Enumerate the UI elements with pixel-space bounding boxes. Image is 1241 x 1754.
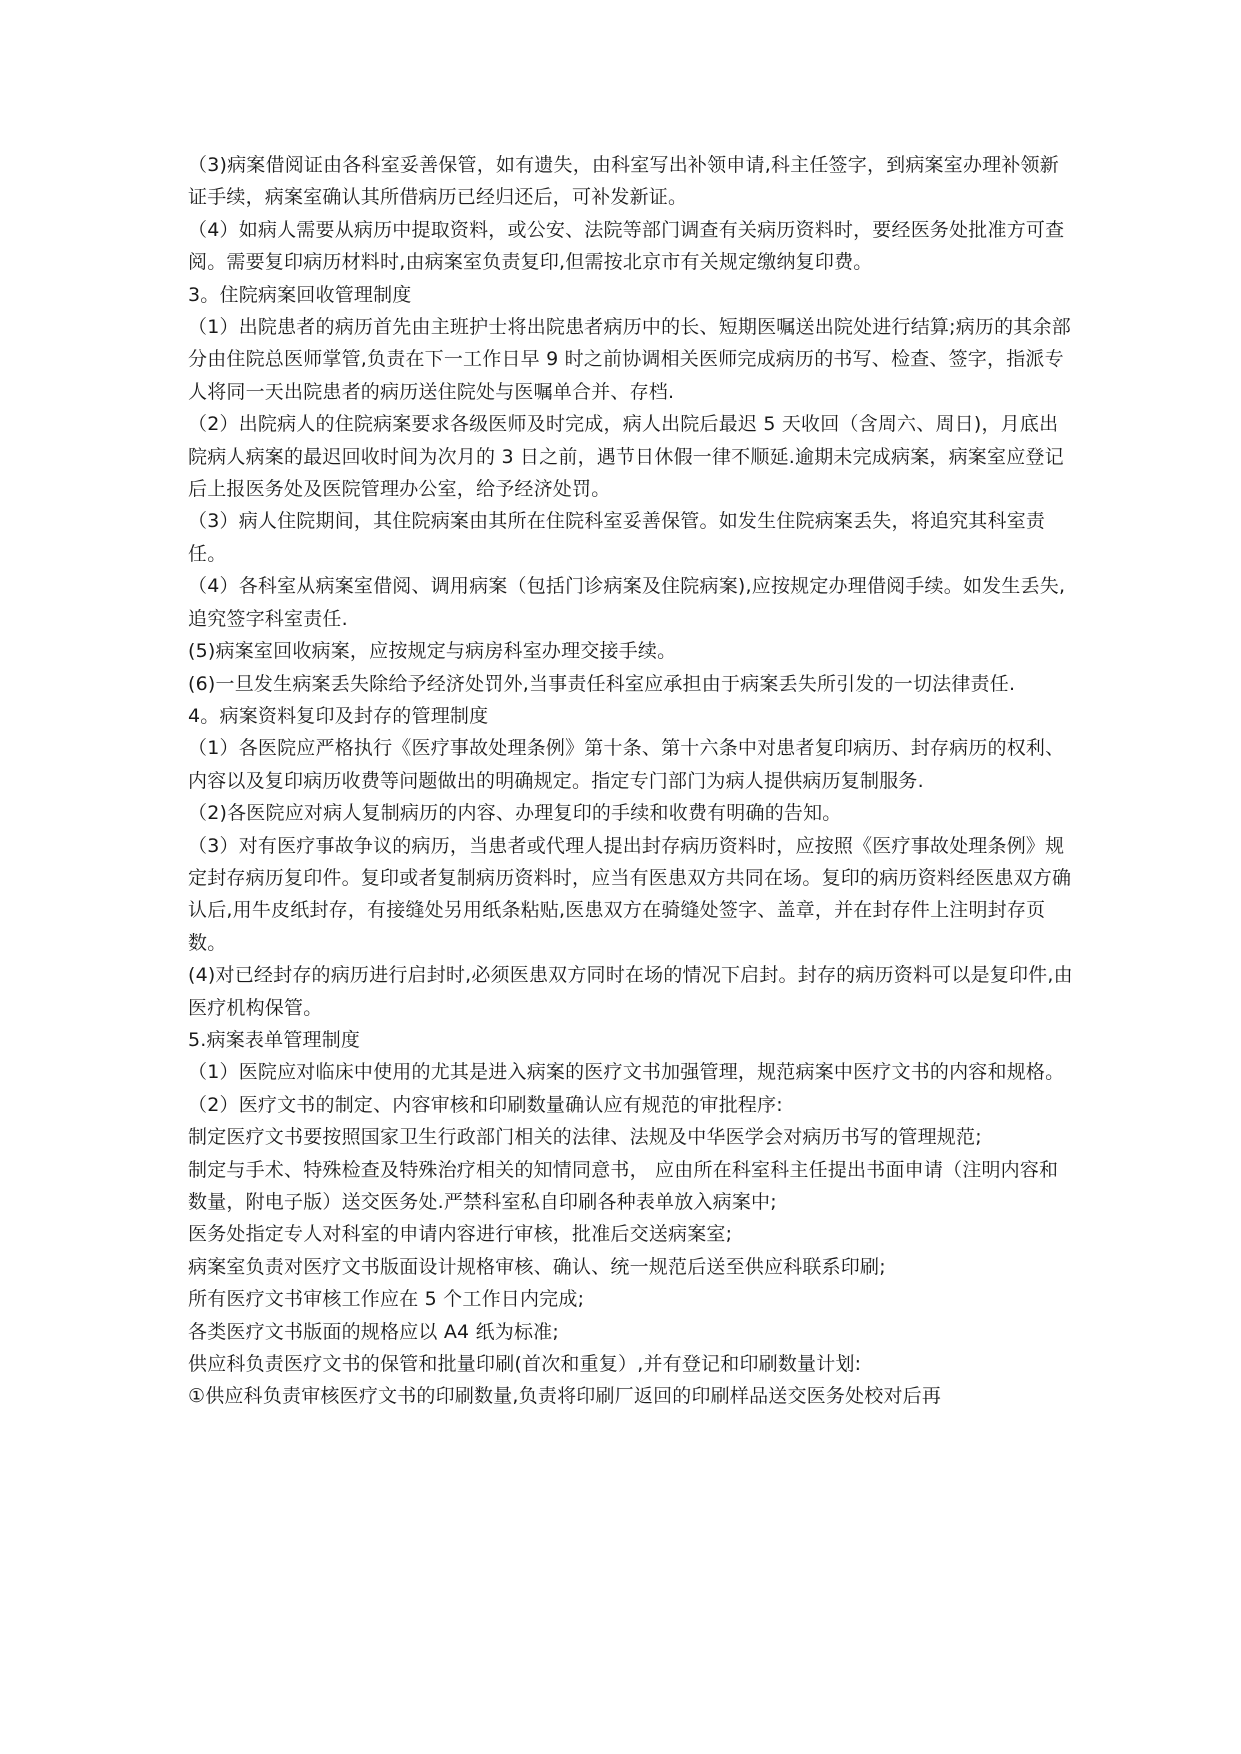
- section-heading: 5.病案表单管理制度: [188, 1028, 361, 1051]
- section-heading: 3。住院病案回收管理制度: [188, 283, 412, 306]
- paragraph: （3)病案借阅证由各科室妥善保管，如有遗失，由科室写出补领申请,科主任签字，到病案室办理补领新证手续，病案室确认其所借病历已经归还后，可补发新证。: [188, 154, 1059, 209]
- paragraph: （4）如病人需要从病历中提取资料，或公安、法院等部门调查有关病历资料时，要经医务处批准方可查阅。需要复印病历材料时,由病案室负责复印,但需按北京市有关规定缴纳复印费。: [188, 218, 1065, 274]
- paragraph: 各类医疗文书版面的规格应以 A4 纸为标准;: [188, 1320, 559, 1343]
- paragraph: 所有医疗文书审核工作应在 5 个工作日内完成;: [188, 1288, 585, 1311]
- paragraph: （1）出院患者的病历首先由主班护士将出院患者病历中的长、短期医嘱送出院处进行结算;病历的其余部分由住院总医师掌管,负责在下一工作日早 9 时之前协调相关医师完成病历的书写、检查、签字，指派专人将同一天出院患者的病历送住院处与医嘱单合并、存档.: [188, 316, 1071, 403]
- paragraph: 制定与手术、特殊检查及特殊治疗相关的知情同意书， 应由所在科室科主任提出书面申请（注明内容和数量，附电子版）送交医务处.严禁科室私自印刷各种表单放入病案中;: [188, 1158, 1059, 1213]
- section-heading: 4。病案资料复印及封存的管理制度: [188, 704, 489, 727]
- paragraph: （2）医疗文书的制定、内容审核和印刷数量确认应有规范的审批程序:: [188, 1093, 783, 1116]
- document-body: [188, 149, 1073, 1413]
- paragraph: (4)对已经封存的病历进行启封时,必须医患双方同时在场的情况下启封。封存的病历资料可以是复印件,由医疗机构保管。: [188, 964, 1073, 1019]
- paragraph: （3）病人住院期间，其住院病案由其所在住院科室妥善保管。如发生住院病案丢失，将追究其科室责任。: [188, 510, 1046, 565]
- paragraph: 病案室负责对医疗文书版面设计规格审核、确认、统一规范后送至供应科联系印刷;: [188, 1255, 886, 1278]
- paragraph: （2)各医院应对病人复制病历的内容、办理复印的手续和收费有明确的告知。: [188, 802, 842, 825]
- paragraph: ①供应科负责审核医疗文书的印刷数量,负责将印刷厂返回的印刷样品送交医务处校对后再: [188, 1385, 942, 1408]
- paragraph: (5)病案室回收病案，应按规定与病房科室办理交接手续。: [188, 640, 677, 663]
- paragraph: （2）出院病人的住院病案要求各级医师及时完成，病人出院后最迟 5 天收回（含周六、周日)，月底出院病人病案的最迟回收时间为次月的 3 日之前，遇节日休假一律不顺延.逾期未完成病案，病案室应登记后上报医务处及医院管理办公室，给予经济处罚。: [188, 413, 1064, 501]
- paragraph: （3）对有医疗事故争议的病历，当患者或代理人提出封存病历资料时，应按照《医疗事故处理条例》规定封存病历复印件。复印或者复制病历资料时，应当有医患双方共同在场。复印的病历资料经医患双方确认后,用牛皮纸封存，有接缝处另用纸条粘贴,医患双方在骑缝处签字、盖章，并在封存件上注明封存页数。: [188, 834, 1072, 954]
- paragraph: (6)一旦发生病案丢失除给予经济处罚外,当事责任科室应承担由于病案丢失所引发的一切法律责任.: [188, 672, 1016, 695]
- paragraph: （4）各科室从病案室借阅、调用病案（包括门诊病案及住院病案),应按规定办理借阅手续。如发生丢失,追究签字科室责任.: [188, 575, 1066, 630]
- paragraph: 制定医疗文书要按照国家卫生行政部门相关的法律、法规及中华医学会对病历书写的管理规范;: [188, 1126, 982, 1149]
- paragraph: 医务处指定专人对科室的申请内容进行审核，批准后交送病案室;: [188, 1223, 733, 1246]
- paragraph: （1）各医院应严格执行《医疗事故处理条例》第十条、第十六条中对患者复印病历、封存病历的权利、内容以及复印病历收费等问题做出的明确规定。指定专门部门为病人提供病历复制服务.: [188, 737, 1065, 792]
- paragraph: 供应科负责医疗文书的保管和批量印刷(首次和重复）,并有登记和印刷数量计划:: [188, 1353, 862, 1376]
- paragraph: （1）医院应对临床中使用的尤其是进入病案的医疗文书加强管理，规范病案中医疗文书的内容和规格。: [188, 1061, 1065, 1084]
